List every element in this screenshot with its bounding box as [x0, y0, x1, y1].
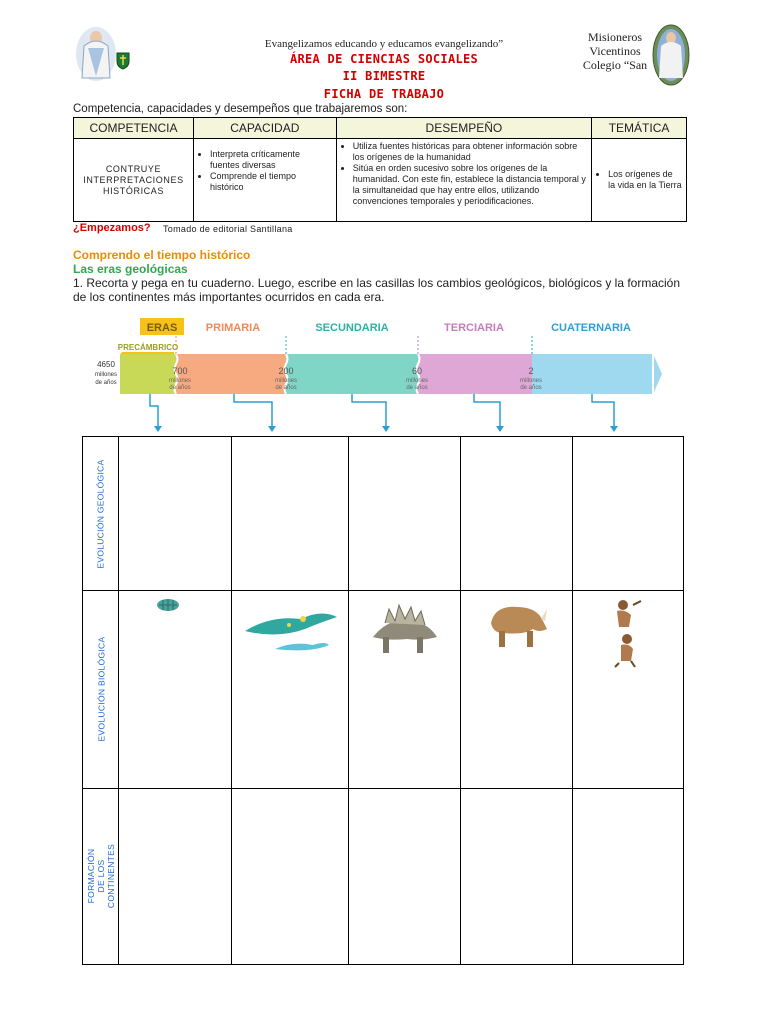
grid-col-divider — [231, 437, 232, 964]
stegosaurus-icon — [367, 597, 441, 659]
band-cuaternaria — [532, 354, 652, 394]
tematica-cell — [592, 139, 687, 222]
row-label-geologica — [83, 437, 119, 590]
header-desempeno: DESEMPEÑO — [336, 118, 591, 139]
band-precambrico — [120, 354, 176, 394]
era-label-secundaria: SECUNDARIA — [315, 322, 389, 334]
header-tematica: TEMÁTICA — [592, 118, 687, 139]
pointer-arrow — [352, 394, 386, 427]
grid-col-divider — [460, 437, 461, 964]
grid-col-divider — [572, 437, 573, 964]
rhinoceros-icon — [485, 599, 549, 651]
capacidad-item: • Interpreta críticamente fuentes diversas — [210, 149, 332, 171]
precambrico-label: PRECÁMBRICO — [117, 343, 179, 352]
desempeno-cell — [336, 139, 591, 222]
row-label-text: FORMACIÓN DE LOS CONTINENTES — [86, 843, 116, 909]
area-title: ÁREA DE CIENCIAS SOCIALES — [289, 52, 479, 66]
tick-unit: de años — [275, 385, 297, 391]
school-line-2: Vicentinos — [589, 44, 641, 58]
tick-unit: de años — [169, 385, 191, 391]
eras-worksheet-grid — [82, 436, 684, 965]
row-label-text: EVOLUCIÓN GEOLÓGICA — [96, 458, 107, 569]
empezamos-heading: ¿Empezamos? — [73, 222, 151, 234]
tick-label-200: 200 — [278, 366, 294, 376]
pointer-arrow — [150, 394, 158, 427]
grid-row-divider — [83, 590, 683, 591]
desempeno-item: • Sitúa en orden sucesivo sobre los orígenes de la humanidad. Con este fin, establece la distancia temporal y la simultaneidad que hay entre ellos, utilizando convenciones temporales y periodificaciones. — [353, 163, 587, 207]
tick-unit: de años — [406, 385, 428, 391]
pointer-arrows — [150, 394, 614, 427]
start-value: 4650 — [97, 360, 115, 369]
tick-unit: millones — [168, 378, 192, 384]
start-unit-2: de años — [95, 380, 117, 386]
subsection-title: Las eras geológicas — [73, 262, 188, 276]
tick-label-2: 2 — [528, 366, 534, 376]
era-label-terciaria: TERCIARIA — [444, 322, 504, 334]
tick-unit: millones — [405, 378, 429, 384]
start-unit-1: millones — [94, 372, 118, 378]
pointer-arrow — [234, 394, 272, 427]
tematica-item: • Los orígenes de la vida en la Tierra — [608, 169, 682, 191]
tick-unit: millones — [519, 378, 543, 384]
school-line-1: Misioneros — [588, 30, 642, 44]
arrowhead — [268, 426, 276, 432]
row-label-continentes — [83, 788, 119, 964]
header-capacidad: CAPACIDAD — [193, 118, 336, 139]
band-terciaria — [418, 354, 532, 394]
tick-label-60: 60 — [411, 366, 423, 376]
pointer-arrow — [592, 394, 614, 427]
school-name — [570, 30, 660, 72]
grid-col-divider — [348, 437, 349, 964]
motto: Evangelizamos educando y educamos evangelizando” — [264, 38, 504, 50]
arrowhead — [154, 426, 162, 432]
arrowhead — [382, 426, 390, 432]
instruction-text: 1. Recorta y pega en tu cuaderno. Luego, escribe en las casillas los cambios geológicos, biológicos y la formación de los continentes más importantes ocurridos en cada era. — [73, 276, 681, 304]
pointer-arrowheads — [154, 426, 618, 432]
band-secundaria — [286, 354, 418, 394]
tick-unit: millones — [274, 378, 298, 384]
ficha-title: FICHA DE TRABAJO — [323, 87, 445, 101]
trilobite-icon — [155, 597, 181, 613]
marine-reptile-icon — [241, 601, 341, 657]
source-note: Tomado de editorial Santillana — [163, 224, 293, 234]
competency-table — [73, 117, 687, 222]
eras-label: ERAS — [146, 322, 178, 334]
header-competencia: COMPETENCIA — [74, 118, 194, 139]
timeline-arrow-head — [654, 356, 662, 392]
row-label-biologica — [83, 590, 119, 788]
band-primaria — [176, 354, 286, 394]
tick-label-700: 700 — [172, 366, 188, 376]
desempeno-item: • Utiliza fuentes históricas para obtener información sobre los orígenes de la humanidad — [353, 141, 587, 163]
tick-unit: de años — [520, 385, 542, 391]
capacidad-item: • Comprende el tiempo histórico — [210, 171, 332, 193]
geologic-timeline — [88, 314, 668, 434]
arrowhead — [496, 426, 504, 432]
early-humans-icon — [609, 597, 645, 669]
bimestre-title: II BIMESTRE — [342, 69, 426, 83]
intro-text: Competencia, capacidades y desempeños que trabajaremos son: — [73, 103, 408, 115]
era-label-primaria: PRIMARIA — [205, 322, 261, 334]
row-label-text: EVOLUCIÓN BIOLÓGICA — [96, 636, 107, 742]
capacidad-cell — [193, 139, 336, 222]
section-title: Comprendo el tiempo histórico — [73, 248, 251, 262]
pointer-arrow — [474, 394, 500, 427]
grid-row-divider — [83, 788, 683, 789]
arrowhead — [610, 426, 618, 432]
era-label-cuaternaria: CUATERNARIA — [551, 322, 631, 334]
school-line-3: Colegio “San — [582, 58, 648, 72]
competencia-cell: CONTRUYE INTERPRETACIONES HISTÓRICAS — [74, 139, 194, 222]
